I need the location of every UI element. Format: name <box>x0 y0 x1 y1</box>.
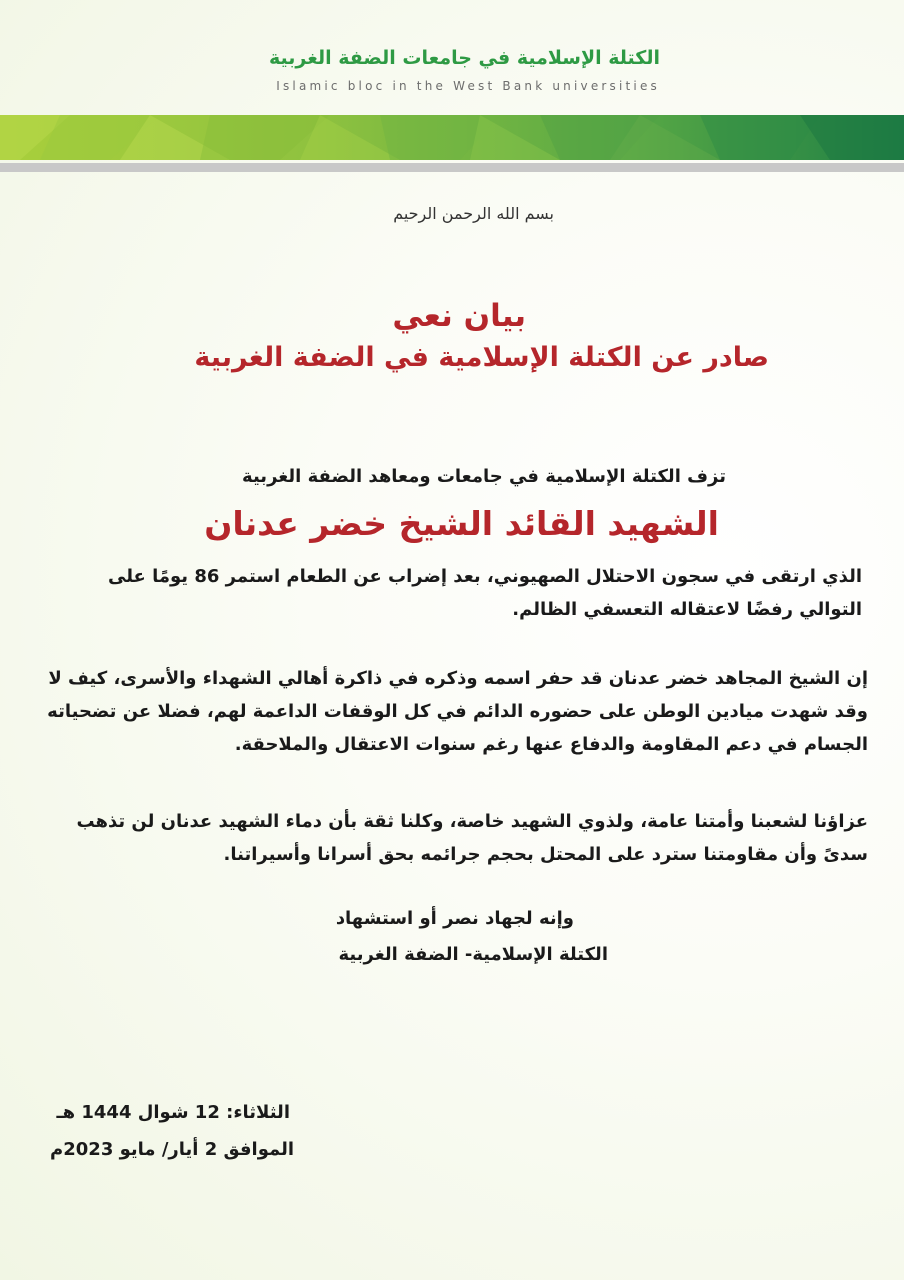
statement-title: بيان نعي <box>392 298 526 334</box>
org-name-english: Islamic bloc in the West Bank universities <box>276 79 660 93</box>
band-pattern <box>0 115 904 160</box>
intro-line: تزف الكتلة الإسلامية في جامعات ومعاهد الضفة الغربية <box>242 466 726 487</box>
letterhead <box>0 0 904 108</box>
date-hijri: الثلاثاء: 12 شوال 1444 هـ <box>56 1102 290 1123</box>
date-gregorian: الموافق 2 أيار/ مايو 2023م <box>50 1139 294 1160</box>
martyr-name: الشهيد القائد الشيخ خضر عدنان <box>204 504 719 543</box>
closing-slogan: وإنه لجهاد نصر أو استشهاد <box>335 908 574 929</box>
signature-line: الكتلة الإسلامية- الضفة الغربية <box>338 944 608 965</box>
paragraph-2: إن الشيخ المجاهد خضر عدنان قد حفر اسمه وذكره في ذاكرة أهالي الشهداء والأسرى، كيف لا وقد شهدت ميادين الوطن على حضوره الدائم في كل الوقفات الداعمة لهم، فضلا عن تضحياته الجسام في دعم المقاومة والدفاع عنها رغم سنوات الاعتقال والملاحقة. <box>47 668 868 755</box>
paragraph-3: عزاؤنا لشعبنا وأمتنا عامة، ولذوي الشهيد خاصة، وكلنا ثقة بأن دماء الشهيد عدنان لن تذهب سدىً وأن مقاومتنا سترد على المحتل بحجم جرائمه بحق أسرانا وأسيراتنا. <box>76 811 868 865</box>
statement-subtitle: صادر عن الكتلة الإسلامية في الضفة الغربية <box>194 342 769 373</box>
org-name-arabic: الكتلة الإسلامية في جامعات الضفة الغربية <box>269 47 660 69</box>
decorative-green-band <box>0 115 904 160</box>
divider-line <box>0 163 904 172</box>
basmala: بسم الله الرحمن الرحيم <box>393 204 554 223</box>
paragraph-1: الذي ارتقى في سجون الاحتلال الصهيوني، بعد إضراب عن الطعام استمر 86 يومًا على التوالي رفضًا لاعتقاله التعسفي الظالم. <box>108 566 862 620</box>
